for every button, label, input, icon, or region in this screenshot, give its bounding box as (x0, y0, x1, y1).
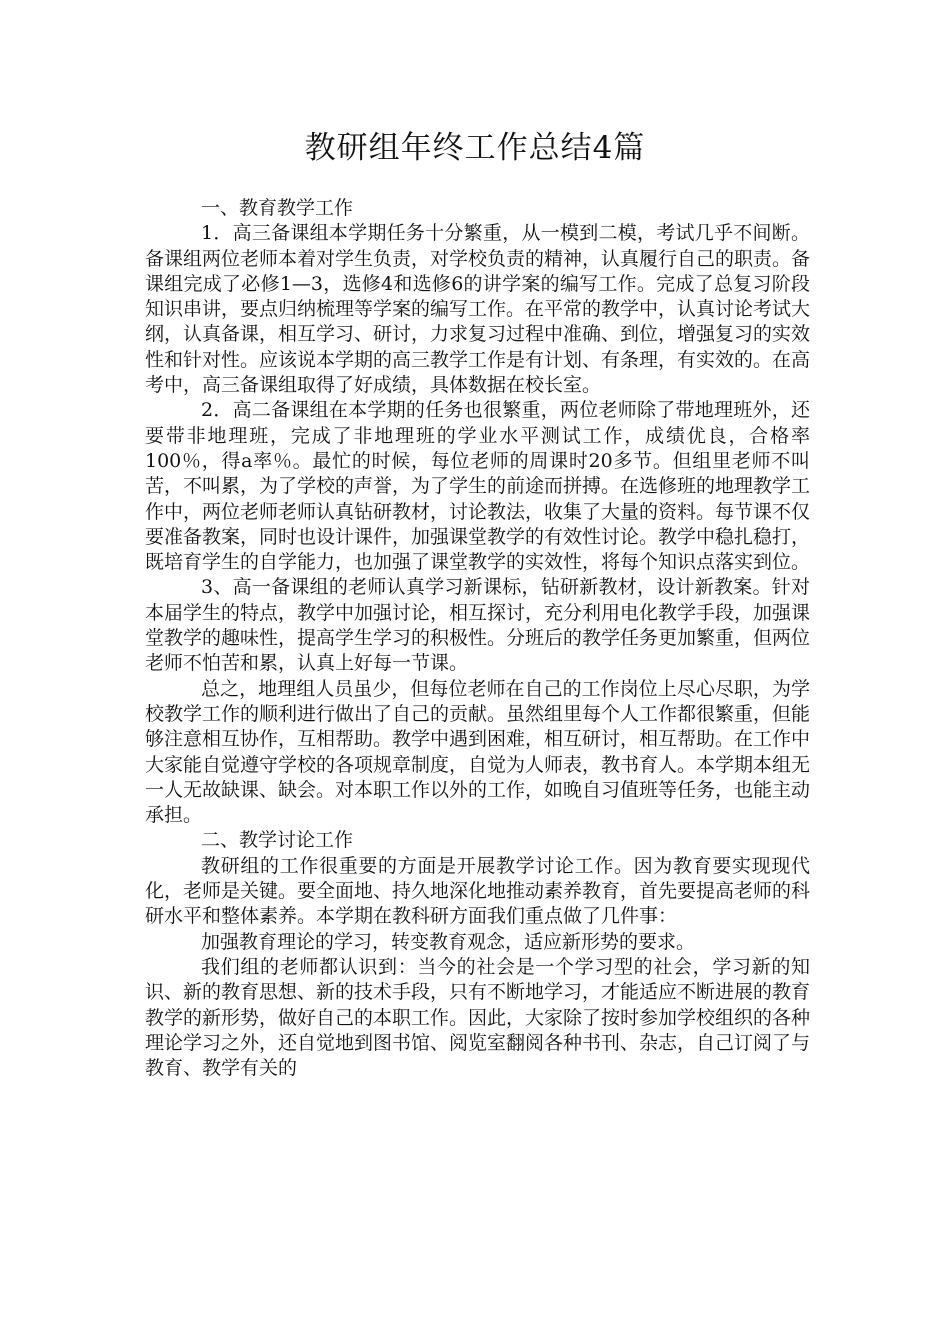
paragraph-learning-society: 我们组的老师都认识到：当今的社会是一个学习型的社会，学习新的知识、新的教育思想、新的技术手段，只有不断地学习，才能适应不断进展的教育教学的新形势，做好自己的本职工作。因此，大家除了按时参加学校组织的各种理论学习之外，还自觉地到图书馆、阅览室翻阅各种书刊、杂志，自己订阅了与教育、教学有关的 (145, 955, 811, 1080)
section-heading-research: 二、教学讨论工作 (201, 829, 354, 852)
paragraph-theory-study: 加强教育理论的学习，转变教育观念，适应新形势的要求。 (201, 930, 696, 953)
paragraph-senior2-group: 2．高二备课组在本学期的任务也很繁重，两位老师除了带地理班外，还要带非地理班，完成了非地理班的学业水平测试工作，成绩优良，合格率100％，得a率％。最忙的时候，每位老师的周课时20多节。但组里老师不叫苦，不叫累，为了学校的声誉，为了学生的前途而拼搏。在选修班的地理教学工作中，两位老师老师认真钻研教材，讨论教法，收集了大量的资料。每节课不仅要准备教案，同时也设计课件，加强课堂教学的有效性讨论。教学中稳扎稳打，既培育学生的自学能力，也加强了课堂教学的实效性，将每个知识点落实到位。 (145, 399, 811, 574)
paragraph-summary: 总之，地理组人员虽少，但每位老师在自己的工作岗位上尽心尽职，为学校教学工作的顺利进行做出了自己的贡献。虽然组里每个人工作都很繁重，但能够注意相互协作，互相帮助。教学中遇到困难，相互研讨，相互帮助。在工作中大家能自觉遵守学校的各项规章制度，自觉为人师表，教书育人。本学期本组无一人无故缺课、缺会。对本职工作以外的工作，如晚自习值班等任务，也能主动承担。 (145, 677, 811, 827)
document-title: 教研组年终工作总结4篇 (304, 130, 646, 166)
paragraph-senior3-group: 1．高三备课组本学期任务十分繁重，从一模到二模，考试几乎不间断。备课组两位老师本着对学生负责，对学校负责的精神，认真履行自己的职责。备课组完成了必修1—3，选修4和选修6的讲学案的编写工作。完成了总复习阶段知识串讲，要点归纳梳理等学案的编写工作。在平常的教学中，认真讨论考试大纲，认真备课，相互学习、研讨，力求复习过程中准确、到位，增强复习的实效性和针对性。应该说本学期的高三教学工作是有计划、有条理，有实效的。在高考中，高三备课组取得了好成绩，具体数据在校长室。 (145, 222, 811, 397)
paragraph-research-intro: 教研组的工作很重要的方面是开展教学讨论工作。因为教育要实现现代化，老师是关键。要全面地、持久地深化地推动素养教育，首先要提高老师的科研水平和整体素养。本学期在教科研方面我们重点做了几件事： (145, 854, 811, 928)
document-body (145, 196, 810, 1081)
paragraph-senior1-group: 3、高一备课组的老师认真学习新课标，钻研新教材，设计新教案。针对本届学生的特点，教学中加强讨论，相互探讨，充分利用电化教学手段，加强课堂教学的趣味性，提高学生学习的积极性。分班后的教学任务更加繁重，但两位老师不怕苦和累，认真上好每一节课。 (145, 576, 811, 675)
section-heading-teaching: 一、教育教学工作 (201, 197, 354, 219)
